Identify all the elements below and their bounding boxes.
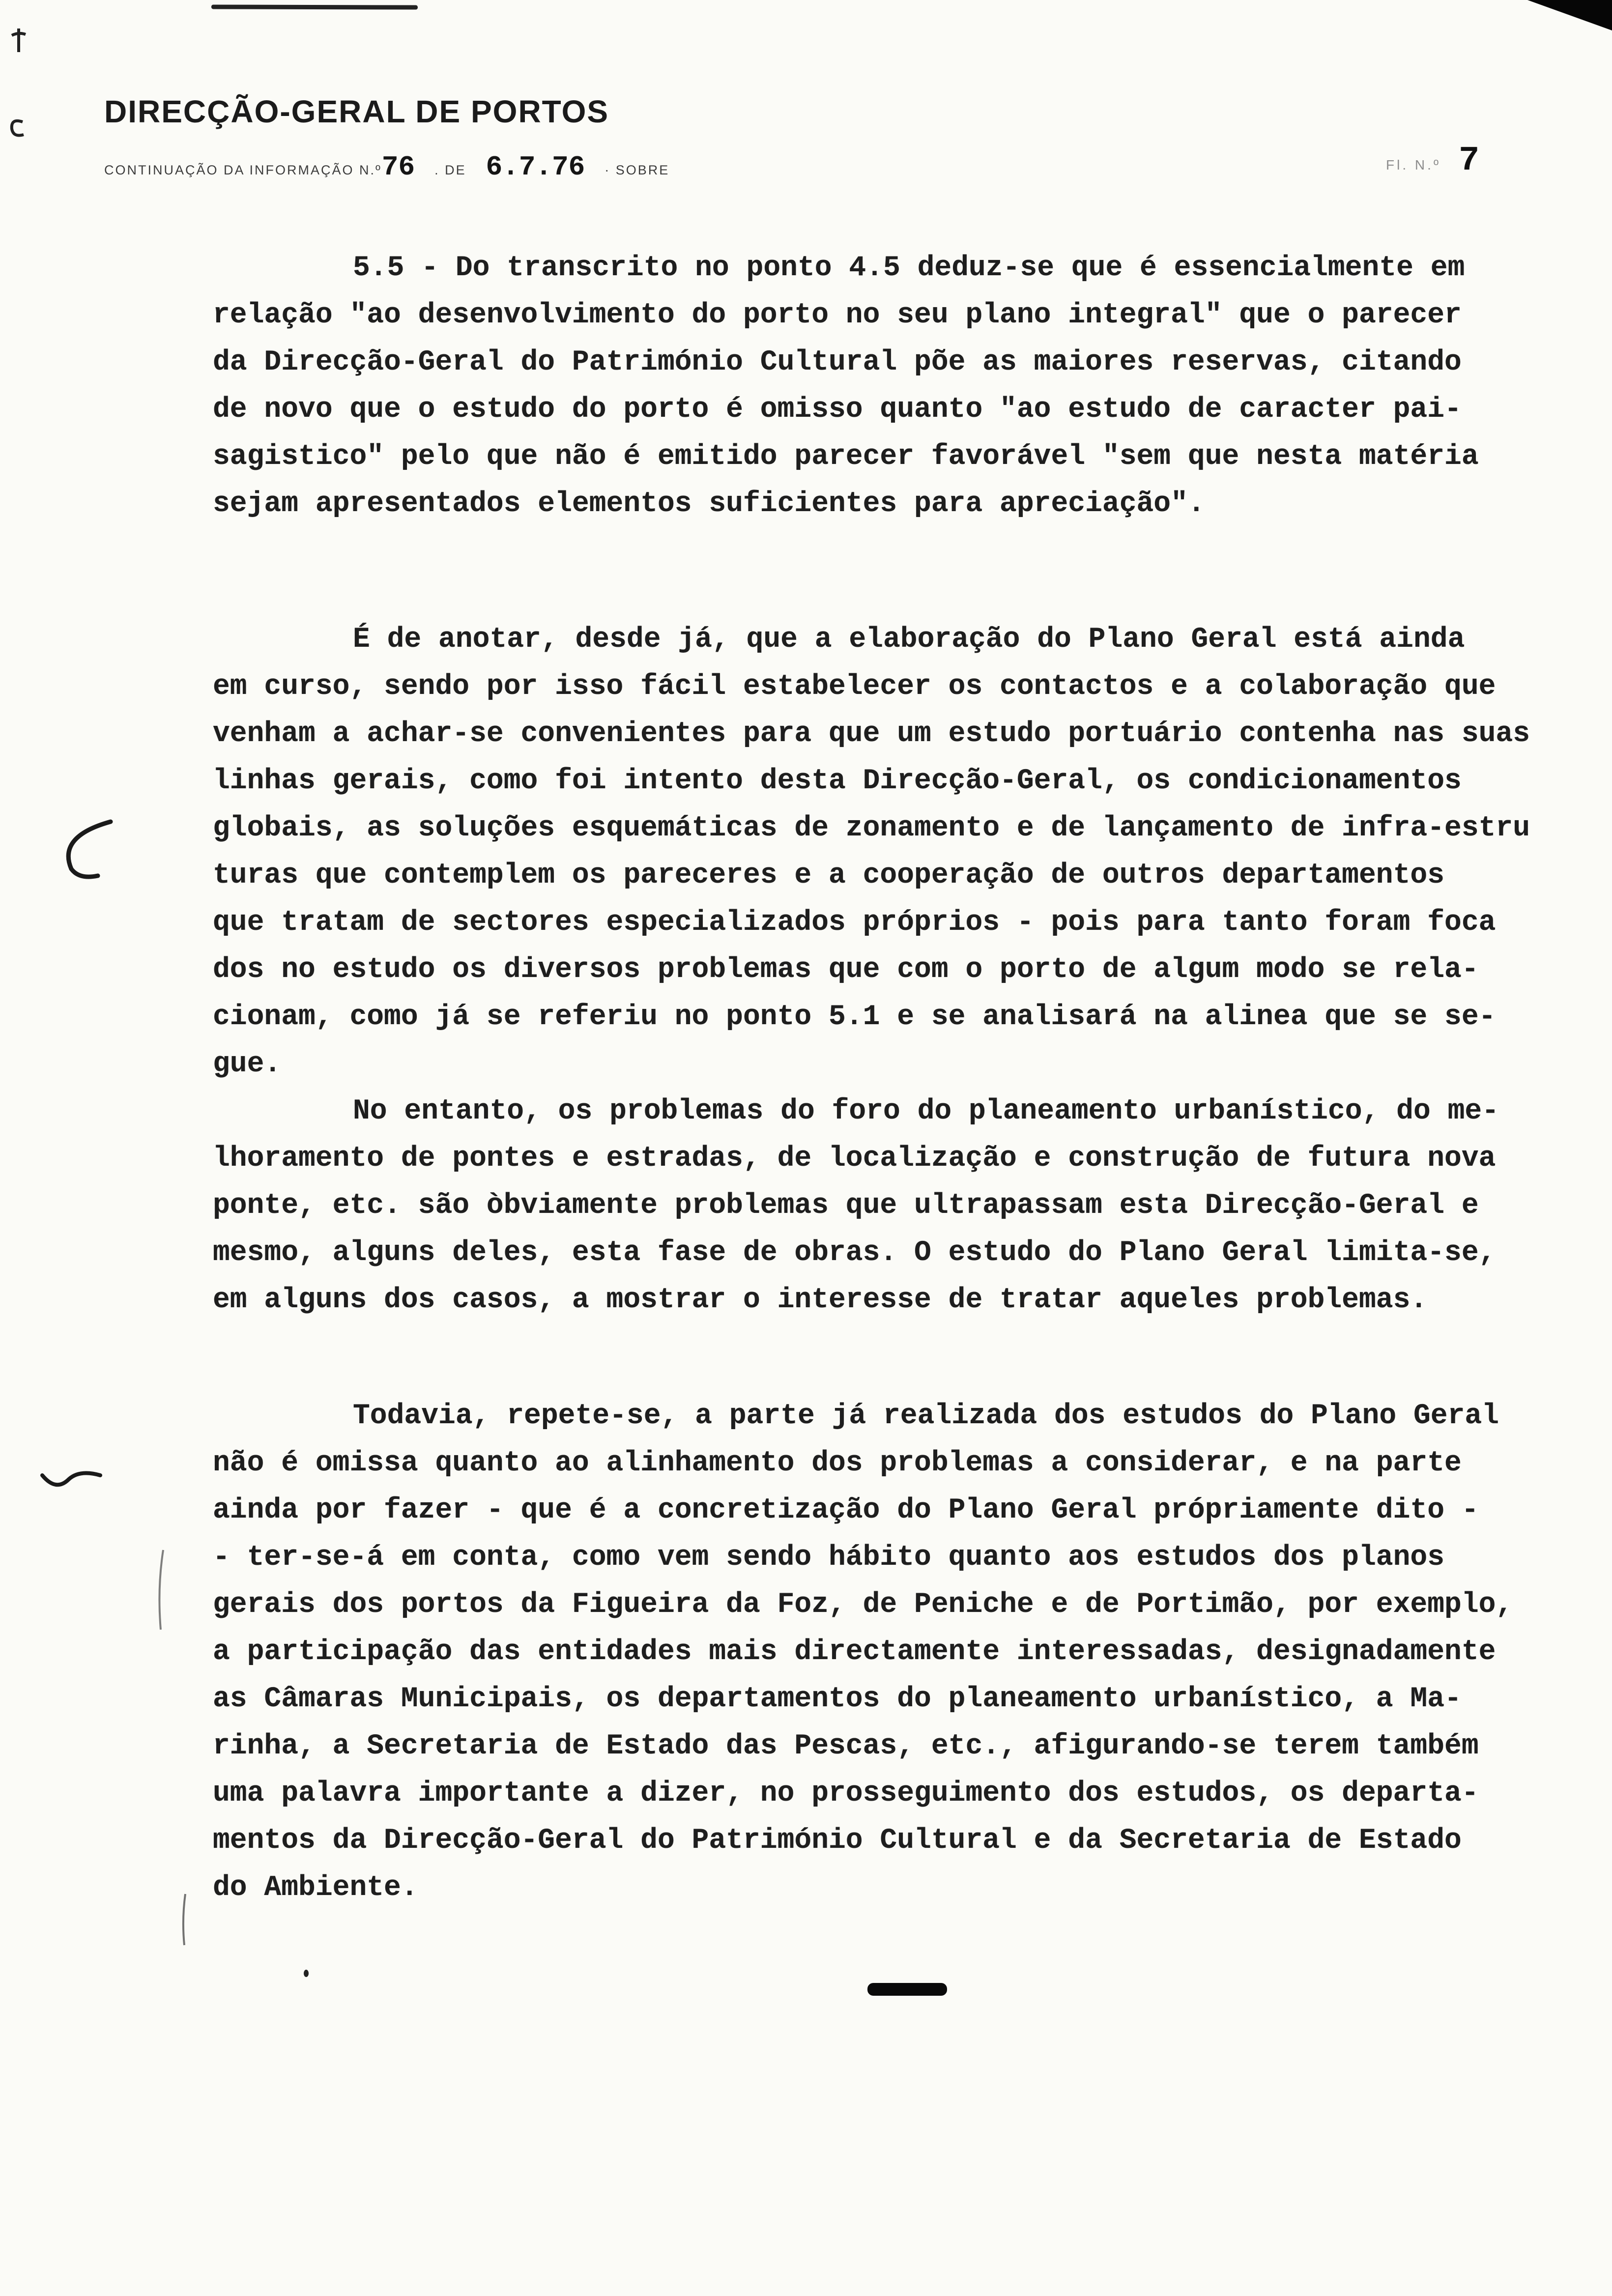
- ink-mark: [7, 114, 29, 141]
- document-line: venham a achar-se convenientes para que um estudo portuário contenha nas suas: [213, 718, 1530, 750]
- form-line: [104, 151, 669, 183]
- document-line: sejam apresentados elementos suficientes para apreciação".: [213, 488, 1205, 520]
- document-line: em alguns dos casos, a mostrar o interesse de tratar aqueles problemas.: [213, 1284, 1428, 1316]
- info-number-value: 76: [381, 151, 415, 183]
- document-line: gue.: [213, 1048, 282, 1080]
- document-line: É de anotar, desde já, que a elaboração do Plano Geral está ainda: [353, 624, 1465, 656]
- document-line: dos no estudo os diversos problemas que com o porto de algum modo se rela-: [213, 954, 1479, 986]
- scan-corner-mark: [1527, 0, 1612, 30]
- document-line: linhas gerais, como foi intento desta Direcção-Geral, os condicionamentos: [213, 765, 1462, 797]
- document-line: sagistico" pelo que não é emitido parecer favorável "sem que nesta matéria: [213, 441, 1479, 473]
- document-line: uma palavra importante a dizer, no prosseguimento dos estudos, os departa-: [213, 1778, 1479, 1809]
- document-line: cionam, como já se referiu no ponto 5.1 e se analisará na alinea que se se-: [213, 1001, 1496, 1033]
- document-line: rinha, a Secretaria de Estado das Pescas, etc., afigurando-se terem também: [213, 1730, 1479, 1762]
- document-line: - ter-se-á em conta, como vem sendo hábito quanto aos estudos dos planos: [213, 1542, 1445, 1574]
- handwritten-bracket-mark: [51, 816, 119, 885]
- document-line: No entanto, os problemas do foro do planeamento urbanístico, do me-: [353, 1095, 1499, 1127]
- folio-value: 7: [1459, 142, 1480, 180]
- document-line: ponte, etc. são òbviamente problemas que ultrapassam esta Direcção-Geral e: [213, 1190, 1479, 1222]
- paragraph-anotar: [213, 616, 1609, 1088]
- document-line: 5.5 - Do transcrito no ponto 4.5 deduz-se que é essencialmente em: [353, 252, 1465, 284]
- document-line: a participação das entidades mais directamente interessadas, designadamente: [213, 1636, 1496, 1668]
- sobre-label: · SOBRE: [604, 163, 670, 177]
- document-line: as Câmaras Municipais, os departamentos do planeamento urbanístico, a Ma-: [213, 1683, 1462, 1715]
- paragraph-todavia: [213, 1393, 1609, 1912]
- ink-mark: [8, 26, 29, 57]
- pencil-stroke-mark: [153, 1547, 169, 1634]
- folio-label: Fl. N.º: [1386, 157, 1441, 172]
- document-line: gerais dos portos da Figueira da Foz, de Peniche e de Portimão, por exemplo,: [213, 1589, 1513, 1621]
- document-line: em curso, sendo por isso fácil estabelecer os contactos e a colaboração que: [213, 671, 1496, 703]
- document-line: não é omissa quanto ao alinhamento dos problemas a considerar, e na parte: [213, 1447, 1462, 1479]
- letterhead-title: DIRECÇÃO-GERAL DE PORTOS: [104, 94, 609, 129]
- document-line: mentos da Direcção-Geral do Património Cultural e da Secretaria de Estado: [213, 1825, 1462, 1857]
- document-line: de novo que o estudo do porto é omisso quanto "ao estudo de caracter pai-: [213, 394, 1462, 426]
- continuation-label: CONTINUAÇÃO DA INFORMAÇÃO N.º: [104, 163, 382, 177]
- scan-top-bar-mark: [211, 4, 418, 9]
- document-line: Todavia, repete-se, a parte já realizada dos estudos do Plano Geral: [353, 1400, 1499, 1432]
- paragraph-5-5: [213, 245, 1609, 528]
- ink-dot-mark: [304, 1970, 309, 1977]
- pencil-stroke-mark: [178, 1891, 191, 1948]
- document-line: relação "ao desenvolvimento do porto no seu plano integral" que o parecer: [213, 299, 1462, 331]
- scan-bottom-bar-mark: [867, 1983, 947, 1996]
- document-line: da Direcção-Geral do Património Cultural põe as maiores reservas, citando: [213, 346, 1462, 378]
- document-line: mesmo, alguns deles, esta fase de obras. O estudo do Plano Geral limita-se,: [213, 1237, 1496, 1269]
- document-line: globais, as soluções esquemáticas de zonamento e de lançamento de infra-estru: [213, 812, 1530, 844]
- date-value: 6.7.76: [486, 151, 585, 183]
- de-label: . DE: [434, 163, 466, 177]
- document-line: ainda por fazer - que é a concretização do Plano Geral própriamente dito -: [213, 1494, 1479, 1526]
- document-line: do Ambiente.: [213, 1872, 418, 1904]
- document-line: que tratam de sectores especializados próprios - pois para tanto foram foca: [213, 907, 1496, 939]
- document-body: [213, 245, 1609, 1912]
- document-line: turas que contemplem os pareceres e a cooperação de outros departamentos: [213, 860, 1445, 891]
- folio-number: [1386, 142, 1479, 180]
- document-line: lhoramento de pontes e estradas, de localização e construção de futura nova: [213, 1143, 1496, 1175]
- paragraph-no-entanto: [213, 1088, 1609, 1324]
- handwritten-check-mark: [38, 1460, 107, 1504]
